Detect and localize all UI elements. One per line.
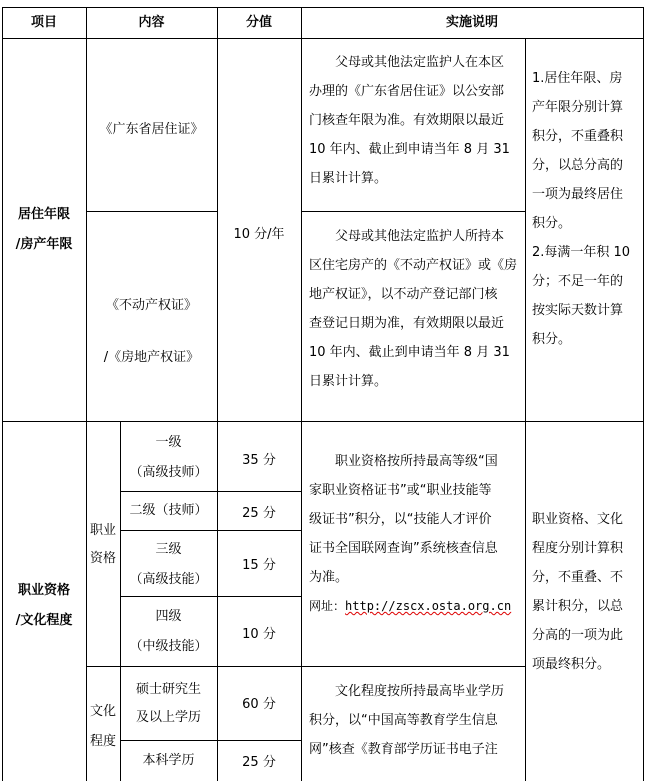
col-line <box>525 38 526 781</box>
desc-line: 文化程度按所持最高毕业学历 <box>335 684 505 699</box>
level-3-score: 15 分 <box>242 558 276 573</box>
vocational-label <box>86 517 120 573</box>
level-4 <box>120 602 217 662</box>
header-item: 项目 <box>30 15 57 30</box>
note-line: 2.每满一年积 10 <box>532 245 631 260</box>
res-desc-split <box>301 211 525 212</box>
section-divider <box>2 421 644 422</box>
note-line: 职业资格、文化 <box>532 512 624 527</box>
level-line: （高级技能） <box>129 572 208 587</box>
qualification-desc-2 <box>309 677 521 764</box>
residence-content-2-line2: /《房地产权证》 <box>103 350 200 365</box>
qualification-desc-1 <box>309 447 521 621</box>
desc-line: 区住宅房产的《不动产权证》或《房 <box>309 258 518 273</box>
level-2: 二级（技师） <box>129 503 208 518</box>
url-label: 网址： <box>309 599 346 613</box>
desc-line: 10 年内、截止到申请当年 8 月 31 <box>309 142 510 157</box>
header-content: 内容 <box>138 15 165 30</box>
edu-1-score: 60 分 <box>242 697 276 712</box>
note-line: 1.居住年限、房 <box>532 71 623 86</box>
desc-line: 为准。 <box>309 570 349 585</box>
level-line: 一级 <box>155 435 182 450</box>
header-description: 实施说明 <box>445 15 498 30</box>
desc-line: 日累计计算。 <box>309 171 388 186</box>
residence-note <box>532 64 640 354</box>
vocational-label-line2: 资格 <box>89 551 116 566</box>
desc-line: 积分，以“中国高等教育学生信息 <box>309 713 498 728</box>
desc-line: 级证书”积分，以“技能人才评价 <box>309 512 492 527</box>
desc-line: 父母或其他法定监护人所持本 <box>335 229 505 244</box>
note-line: 分，以总分高的 <box>532 158 624 173</box>
note-line: 分高的一项为此 <box>532 628 624 643</box>
note-line: 项最终积分。 <box>532 657 611 672</box>
desc-line: 证书全国联网查询”系统核查信息 <box>309 541 498 556</box>
level-line: 四级 <box>155 609 182 624</box>
desc-line: 职业资格按所持最高等级“国 <box>335 454 498 469</box>
note-line: 积分，不重叠积 <box>532 129 624 144</box>
note-line: 累计积分，以总 <box>532 599 624 614</box>
edu-2-score: 25 分 <box>242 755 276 770</box>
row-line <box>120 530 301 531</box>
education-label-line2: 程度 <box>89 734 116 749</box>
level-2-score: 25 分 <box>242 506 276 521</box>
qualification-note <box>532 505 640 679</box>
row-line <box>120 596 301 597</box>
residence-content-2 <box>86 280 217 384</box>
edu-1 <box>120 676 217 732</box>
note-line: 积分。 <box>532 332 572 347</box>
row-line <box>120 491 301 492</box>
level-4-score: 10 分 <box>242 627 276 642</box>
residence-desc-2 <box>309 222 521 396</box>
header-score: 分值 <box>245 15 272 30</box>
url-line <box>309 592 521 621</box>
col-line <box>301 7 302 781</box>
url-link[interactable]: http://zscx.osta.org.cn <box>345 599 512 613</box>
note-line: 分；不足一年的 <box>532 274 624 289</box>
note-line: 按实际天数计算 <box>532 303 624 318</box>
row-line <box>86 666 301 667</box>
qualification-item <box>2 576 86 636</box>
vocational-label-line1: 职业 <box>89 523 116 538</box>
desc-split <box>301 666 525 667</box>
level-line: （高级技师） <box>129 465 208 480</box>
education-label <box>86 697 120 757</box>
note-line: 程度分别计算积 <box>532 541 624 556</box>
note-line: 产年限分别计算 <box>532 100 624 115</box>
level-3 <box>120 535 217 595</box>
residence-content-1: 《广东省居住证》 <box>99 122 204 137</box>
note-line: 一项为最终居住 <box>532 187 624 202</box>
residence-content-2-line1: 《不动产权证》 <box>105 298 197 313</box>
qualification-item-line2: /文化程度 <box>15 613 73 628</box>
row-line <box>120 740 301 741</box>
desc-line: 10 年内、截止到申请当年 8 月 31 <box>309 345 510 360</box>
residence-item <box>2 200 86 260</box>
desc-line: 地产权证》，以不动产登记部门核 <box>309 287 498 302</box>
residence-desc-1 <box>309 48 521 193</box>
desc-line: 家职业资格证书”或“职业技能等 <box>309 483 492 498</box>
note-line: 分，不重叠、不 <box>532 570 624 585</box>
level-1 <box>120 428 217 488</box>
res-content-split <box>86 211 217 212</box>
note-line: 积分。 <box>532 216 572 231</box>
border-left <box>2 7 3 781</box>
residence-item-line2: /房产年限 <box>15 237 73 252</box>
desc-line: 查登记日期为准，有效期限以最近 <box>309 316 505 331</box>
edu-2: 本科学历 <box>142 753 195 768</box>
level-line: 三级 <box>155 542 182 557</box>
header-bottom <box>2 38 644 39</box>
education-label-line1: 文化 <box>89 704 116 719</box>
desc-line: 网”核查《教育部学历证书电子注 <box>309 742 498 757</box>
edu-line: 硕士研究生 <box>135 682 201 697</box>
level-1-score: 35 分 <box>242 453 276 468</box>
border-right <box>643 7 644 781</box>
desc-line: 父母或其他法定监护人在本区 <box>335 55 505 70</box>
qualification-item-line1: 职业资格 <box>17 583 70 598</box>
desc-line: 办理的《广东省居住证》以公安部 <box>309 84 505 99</box>
level-line: （中级技能） <box>129 639 208 654</box>
edu-line: 及以上学历 <box>135 710 201 725</box>
desc-line: 门核查年限为准。有效期限以最近 <box>309 113 505 128</box>
residence-score: 10 分/年 <box>233 227 285 242</box>
residence-item-line1: 居住年限 <box>17 207 70 222</box>
desc-line: 日累计计算。 <box>309 374 388 389</box>
